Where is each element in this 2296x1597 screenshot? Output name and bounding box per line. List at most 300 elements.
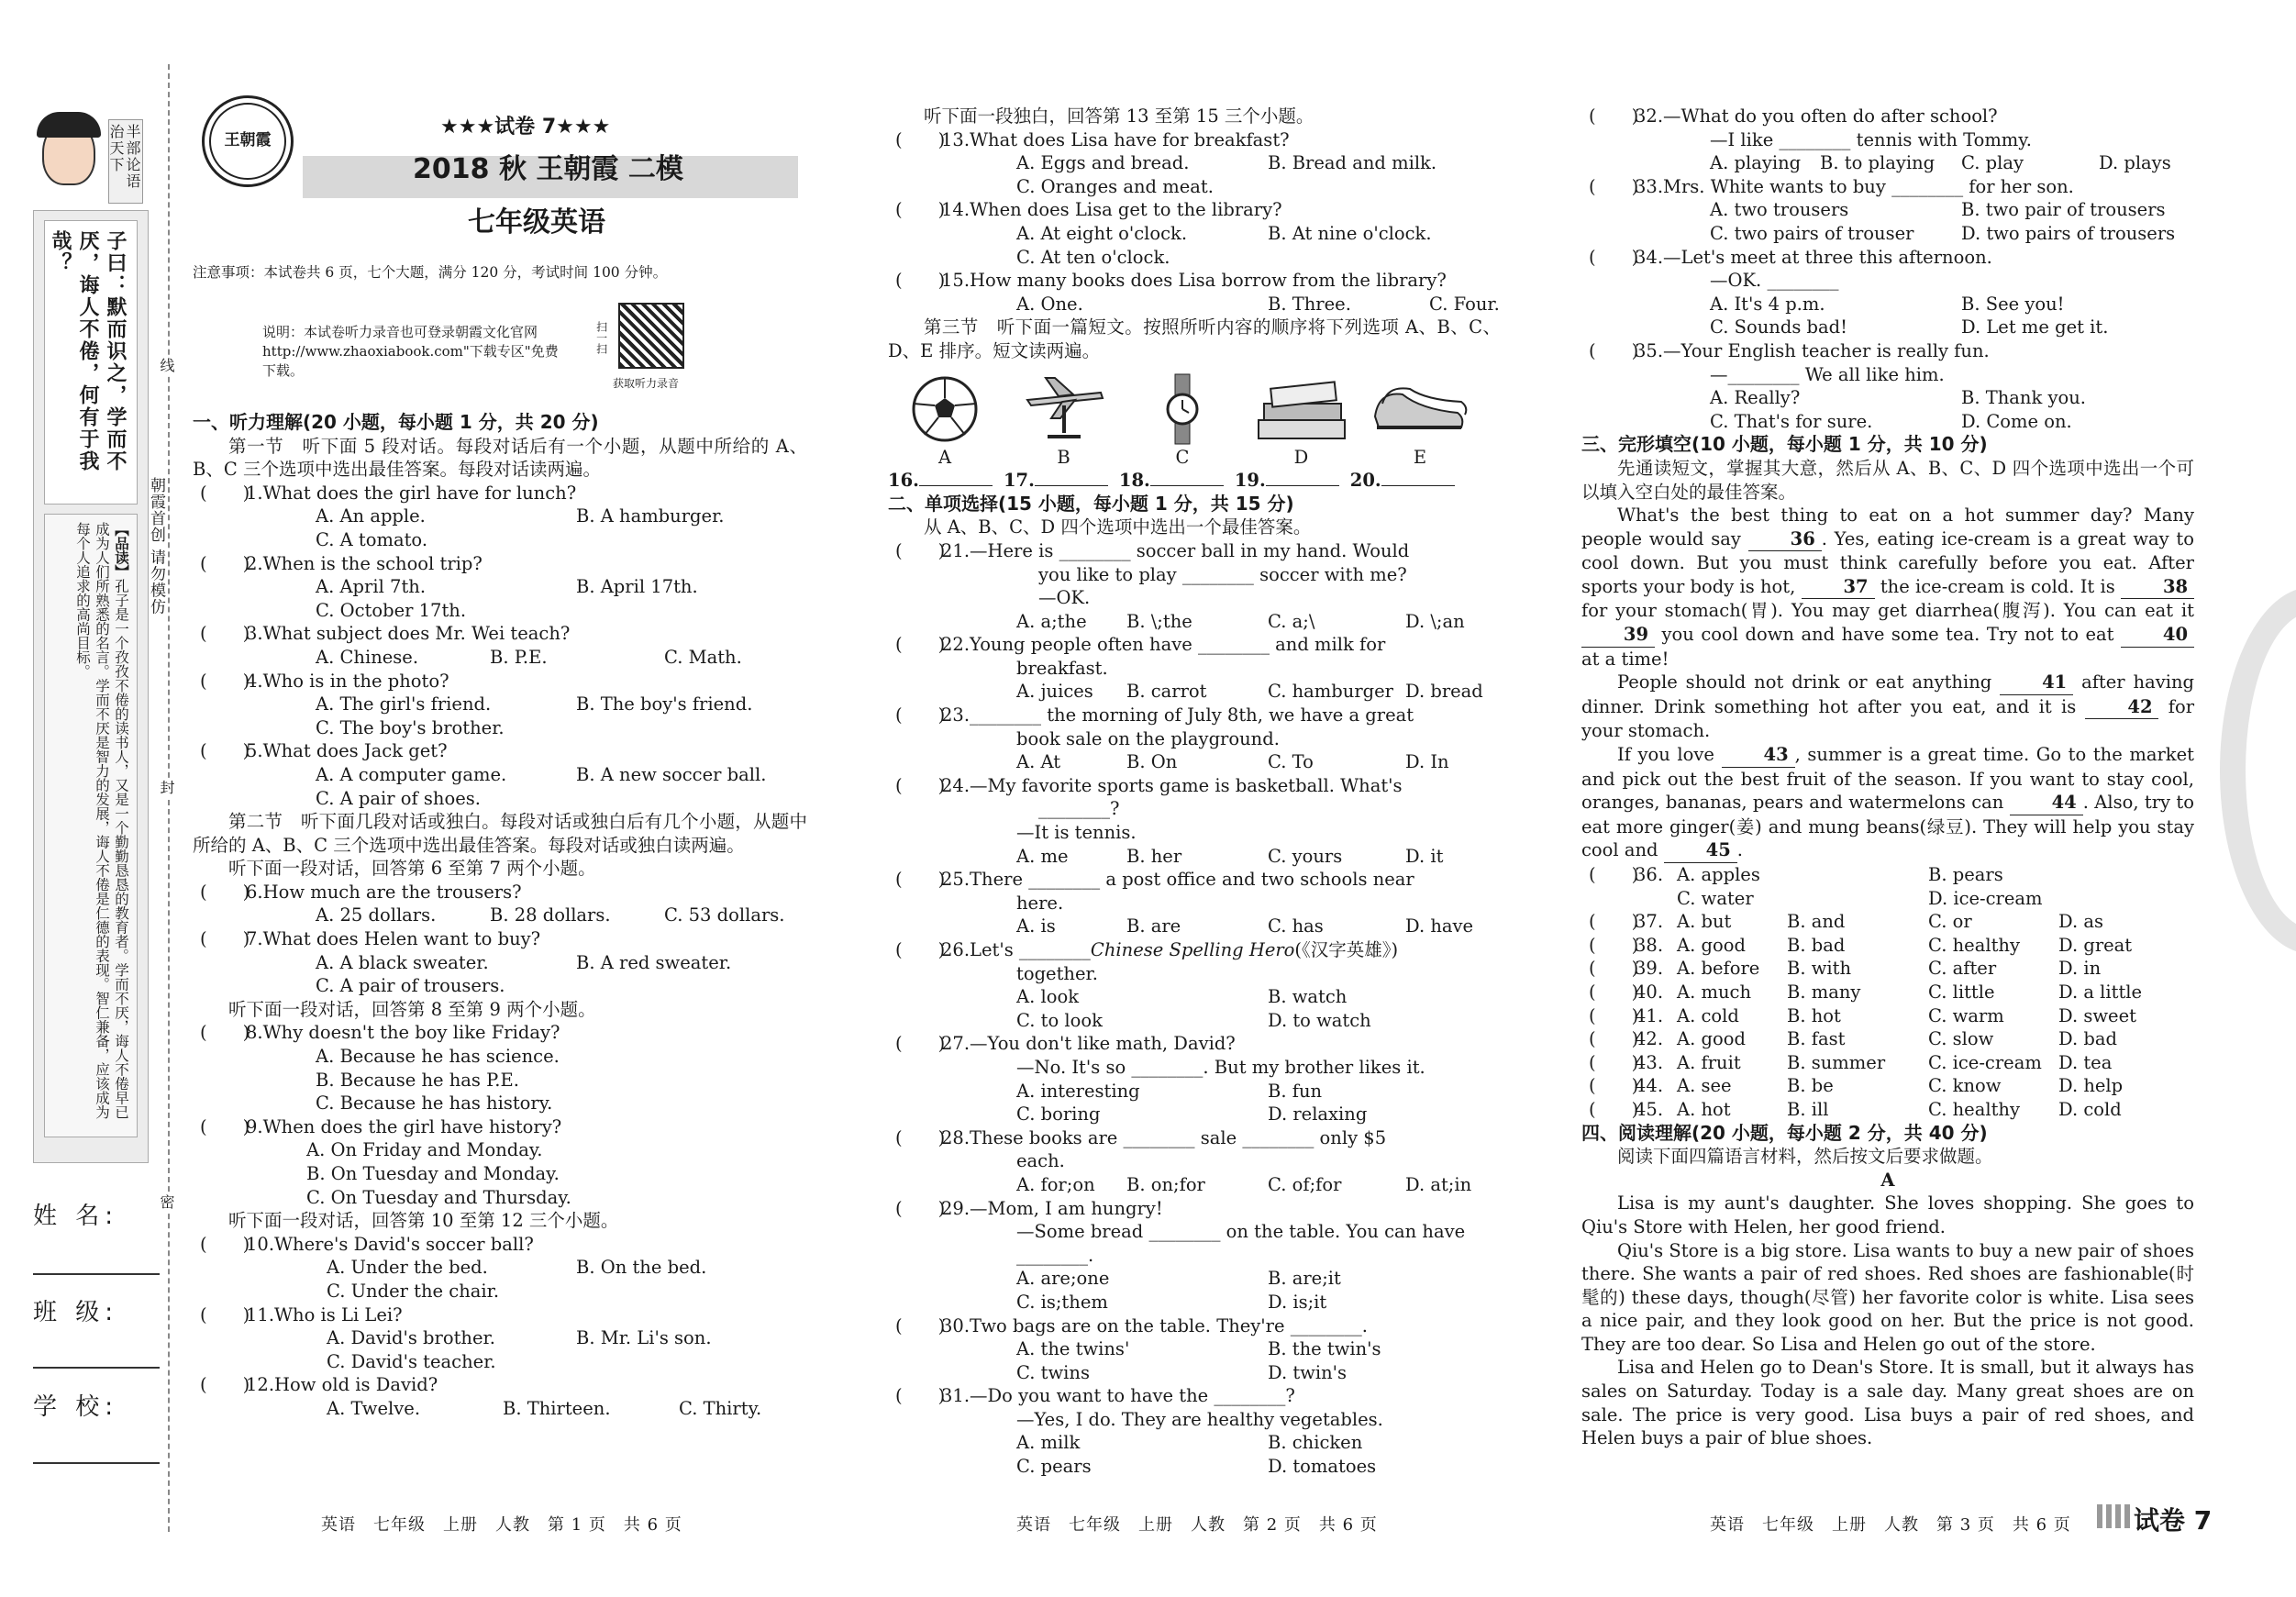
option-b[interactable]: B. \;the bbox=[1126, 610, 1192, 632]
option-a[interactable]: A. At eight o'clock. bbox=[1016, 222, 1188, 244]
section-3-intro: 先通读短文，掌握其大意，然后从 A、B、C、D 四个选项中选出一个可以填入空白处的最佳答案。 bbox=[1581, 457, 2194, 503]
option-a[interactable]: A. good bbox=[1677, 1028, 1746, 1050]
answer-slot[interactable]: ( ) bbox=[1589, 1004, 1639, 1026]
corner-pattern-icon bbox=[2097, 1504, 2134, 1528]
option-b[interactable]: B. A new soccer ball. bbox=[576, 763, 767, 785]
answer-slot[interactable]: ( ) bbox=[200, 928, 250, 950]
option-a[interactable]: A. One. bbox=[1016, 293, 1083, 315]
question-text: There ________ a post office and two schools near bbox=[970, 869, 1414, 891]
answer-slot[interactable]: ( ) bbox=[1589, 105, 1639, 127]
option-d[interactable]: D. plays bbox=[2099, 152, 2171, 174]
question-5 bbox=[193, 739, 807, 763]
option-a[interactable]: A. David's brother. bbox=[327, 1327, 495, 1349]
option-a[interactable]: A. It's 4 p.m. bbox=[1710, 293, 1825, 315]
option-c[interactable]: C. healthy bbox=[1928, 934, 2020, 956]
question-text: —OK. bbox=[1038, 587, 1091, 609]
answer-slot[interactable]: ( ) bbox=[1589, 958, 1639, 980]
option-a[interactable]: A. hot bbox=[1677, 1098, 1731, 1120]
picture-e bbox=[1369, 372, 1471, 470]
question-25 bbox=[888, 868, 1501, 892]
answer-slot[interactable]: ( ) bbox=[1589, 339, 1639, 361]
passage-label: A bbox=[1880, 1169, 1895, 1191]
question-number: 40. bbox=[1635, 981, 1664, 1003]
option-c[interactable]: C. A tomato. bbox=[316, 528, 428, 550]
option-c[interactable]: C. pears bbox=[1016, 1456, 1092, 1478]
option-a[interactable]: A. Under the bed. bbox=[327, 1257, 488, 1279]
question-text: Who is in the photo? bbox=[262, 670, 449, 692]
answer-slot[interactable]: ( ) bbox=[1589, 1098, 1639, 1120]
option-a[interactable]: A. good bbox=[1677, 934, 1746, 956]
option-b[interactable]: B. be bbox=[1787, 1075, 1834, 1097]
question-text: each. bbox=[1016, 1150, 1065, 1172]
dialogue-intro: 听下面一段对话，回答第 8 至第 9 两个小题。 bbox=[228, 998, 596, 1020]
option-d[interactable]: D. tea bbox=[2058, 1051, 2113, 1073]
question-number: 22. bbox=[941, 634, 971, 656]
answer-slot[interactable]: ( ) bbox=[200, 552, 250, 574]
option-a[interactable]: A. are;one bbox=[1016, 1268, 1110, 1290]
option-a[interactable]: A. fruit bbox=[1677, 1051, 1741, 1073]
option-d[interactable]: D. great bbox=[2058, 934, 2133, 956]
option-d[interactable]: D. ice-cream bbox=[1928, 887, 2043, 909]
option-b[interactable]: B. on;for bbox=[1126, 1173, 1205, 1195]
answer-slot[interactable]: ( ) bbox=[895, 1126, 946, 1148]
option-c[interactable]: C. David's teacher. bbox=[327, 1350, 496, 1372]
question-39 bbox=[1581, 957, 2194, 981]
option-d[interactable]: D. cold bbox=[2058, 1098, 2122, 1120]
option-a[interactable]: A. milk bbox=[1016, 1432, 1081, 1454]
option-a[interactable]: A. Eggs and bread. bbox=[1016, 152, 1190, 174]
answer-slot[interactable]: ( ) bbox=[895, 539, 946, 561]
cloze-blank-40[interactable]: 40 bbox=[2121, 623, 2194, 648]
option-c[interactable]: C. to look bbox=[1016, 1009, 1103, 1031]
question-number: 6. bbox=[246, 881, 263, 903]
question-10 bbox=[193, 1233, 807, 1257]
passage-paragraph: Qiu's Store is a big store. Lisa wants to buy a new pair of shoes there. She wants a pair of red shoes. Red shoes are fashionable(时髦的) these days, though(尽管) her favorite color is white. Lisa sees a nice pair, and they look good on her. But the price is not good. They are too dear. So Lisa and Helen go out of the store. bbox=[1581, 1239, 2194, 1355]
dialogue-intro: 听下面一段对话，回答第 10 至第 12 三个小题。 bbox=[228, 1210, 619, 1232]
option-d[interactable]: D. a little bbox=[2058, 981, 2143, 1003]
cloze-blank-43[interactable]: 43 bbox=[1722, 743, 1795, 768]
subject-title: 七年级英语 bbox=[468, 206, 605, 238]
option-d[interactable]: D. \;an bbox=[1405, 610, 1465, 632]
question-37 bbox=[1581, 910, 2194, 934]
answer-slot[interactable]: ( ) bbox=[200, 1374, 250, 1396]
option-b[interactable]: B. A hamburger. bbox=[576, 505, 725, 527]
option-b[interactable]: B. many bbox=[1787, 981, 1861, 1003]
option-d[interactable]: D. tomatoes bbox=[1268, 1456, 1377, 1478]
question-number: 33. bbox=[1635, 175, 1664, 197]
option-b[interactable]: B. Three. bbox=[1268, 293, 1351, 315]
question-26 bbox=[888, 938, 1501, 962]
answer-slot[interactable]: ( ) bbox=[1589, 981, 1639, 1003]
option-c[interactable]: C. Because he has history. bbox=[316, 1092, 553, 1115]
question-text: —Your English teacher is really fun. bbox=[1663, 339, 1990, 361]
answer-slot[interactable]: ( ) bbox=[200, 740, 250, 762]
cloze-blank-37[interactable]: 37 bbox=[1802, 575, 1875, 600]
option-b[interactable]: B. chicken bbox=[1268, 1432, 1363, 1454]
question-number: 39. bbox=[1635, 958, 1664, 980]
question-number: 7. bbox=[246, 928, 263, 950]
answer-slot[interactable]: ( ) bbox=[1589, 1075, 1639, 1097]
class-line[interactable] bbox=[33, 1367, 160, 1369]
cloze-blank-42[interactable]: 42 bbox=[2085, 695, 2158, 720]
option-c[interactable]: C. hamburger bbox=[1268, 681, 1394, 703]
option-b[interactable]: B. Bread and milk. bbox=[1268, 152, 1437, 174]
blank-20: 20. bbox=[1350, 469, 1455, 493]
option-b[interactable]: B. hot bbox=[1787, 1004, 1841, 1026]
question-title-italic: Chinese Spelling Hero bbox=[1090, 939, 1295, 960]
question-number: 43. bbox=[1635, 1051, 1664, 1073]
option-a[interactable]: A. look bbox=[1016, 986, 1080, 1008]
qr-code-icon[interactable] bbox=[618, 303, 684, 369]
option-d[interactable]: D. bad bbox=[2058, 1028, 2117, 1050]
answer-slot[interactable]: ( ) bbox=[200, 1303, 250, 1325]
option-a[interactable]: A. apples bbox=[1677, 864, 1760, 885]
sneakers-icon bbox=[1370, 372, 1470, 446]
option-b[interactable]: B. April 17th. bbox=[576, 576, 698, 598]
answer-slot[interactable]: ( ) bbox=[895, 634, 946, 656]
page-3 bbox=[1581, 0, 2194, 1597]
answer-slot[interactable]: ( ) bbox=[200, 1022, 250, 1044]
option-a[interactable]: A. 25 dollars. bbox=[316, 904, 437, 926]
answer-slot[interactable]: ( ) bbox=[895, 774, 946, 796]
option-b[interactable]: B. On bbox=[1126, 751, 1178, 773]
recording-note: 说明：本试卷听力录音也可登录朝霞文化官网 http://www.zhaoxiabook.com"下载专区"免费下载。 bbox=[262, 324, 559, 379]
question-number: 38. bbox=[1635, 934, 1664, 956]
question-text: Young people often have ________ and milk for bbox=[970, 634, 1386, 656]
option-b[interactable]: B. See you! bbox=[1961, 293, 2065, 315]
answer-slot[interactable]: ( ) bbox=[895, 704, 946, 726]
option-c[interactable]: C. a;\ bbox=[1268, 610, 1315, 632]
answer-slot[interactable]: ( ) bbox=[1589, 1051, 1639, 1073]
question-text: (《汉字英雄》) bbox=[1294, 939, 1399, 960]
picture-a bbox=[893, 372, 996, 470]
question-number: 31. bbox=[941, 1385, 971, 1407]
cloze-blank-39[interactable]: 39 bbox=[1581, 623, 1655, 648]
passage-paragraph: Lisa is my aunt's daughter. She loves shopping. She goes to Qiu's Store with Helen, her good friend. bbox=[1581, 1192, 2194, 1237]
option-c[interactable]: C. water bbox=[1677, 887, 1754, 909]
option-b[interactable]: B. fast bbox=[1787, 1028, 1846, 1050]
option-b[interactable]: B. and bbox=[1787, 911, 1846, 933]
option-c[interactable]: C. yours bbox=[1268, 845, 1343, 867]
option-d[interactable]: D. In bbox=[1405, 751, 1449, 773]
question-38 bbox=[1581, 934, 2194, 958]
answer-slot[interactable]: ( ) bbox=[895, 869, 946, 891]
option-c[interactable]: C. Under the chair. bbox=[327, 1280, 500, 1302]
option-c[interactable]: C. To bbox=[1268, 751, 1314, 773]
answer-slot[interactable]: ( ) bbox=[895, 270, 946, 292]
question-text: When is the school trip? bbox=[262, 552, 482, 574]
option-d[interactable]: D. at;in bbox=[1405, 1173, 1472, 1195]
option-a[interactable]: A. for;on bbox=[1016, 1173, 1095, 1195]
option-b[interactable]: B. On Tuesday and Monday. bbox=[306, 1163, 560, 1184]
option-a[interactable]: A. Really? bbox=[1710, 387, 1801, 409]
option-a[interactable]: A. A black sweater. bbox=[316, 951, 489, 973]
option-a[interactable]: A. Because he has science. bbox=[316, 1046, 560, 1068]
option-b[interactable]: B. the twin's bbox=[1268, 1338, 1381, 1360]
answer-slot[interactable]: ( ) bbox=[1589, 246, 1639, 268]
option-b[interactable]: B. The boy's friend. bbox=[576, 693, 753, 715]
option-c[interactable]: C. play bbox=[1961, 152, 2024, 174]
question-6 bbox=[193, 881, 807, 904]
option-a[interactable]: A. is bbox=[1016, 915, 1056, 937]
question-text: What subject does Mr. Wei teach? bbox=[262, 623, 571, 645]
option-d[interactable]: D. Come on. bbox=[1961, 410, 2072, 432]
question-4 bbox=[193, 670, 807, 693]
answer-slot[interactable]: ( ) bbox=[895, 128, 946, 150]
option-a[interactable]: A. cold bbox=[1677, 1004, 1739, 1026]
logo-icon bbox=[202, 95, 294, 187]
question-text: What does Lisa have for breakfast? bbox=[970, 128, 1290, 150]
option-b[interactable]: B. watch bbox=[1268, 986, 1348, 1008]
question-text: ________. bbox=[1016, 1244, 1094, 1266]
cloze-blank-38[interactable]: 38 bbox=[2121, 575, 2194, 600]
question-text: —You don't like math, David? bbox=[970, 1033, 1236, 1055]
option-b[interactable]: B. bad bbox=[1787, 934, 1846, 956]
option-d[interactable]: D. is;it bbox=[1268, 1291, 1327, 1313]
blank-19: 19. bbox=[1235, 469, 1339, 493]
option-d[interactable]: D. Let me get it. bbox=[1961, 316, 2109, 338]
option-a[interactable]: A. before bbox=[1677, 958, 1760, 980]
question-text: How much are the trousers? bbox=[262, 881, 522, 903]
school-line[interactable] bbox=[33, 1462, 160, 1464]
option-a[interactable]: A. Twelve. bbox=[327, 1397, 421, 1419]
mascot-banner: 半部论语治天下 bbox=[108, 119, 143, 204]
cloze-blank-44[interactable]: 44 bbox=[2010, 791, 2083, 815]
option-c[interactable]: C. Math. bbox=[664, 646, 742, 668]
option-d[interactable]: D. sweet bbox=[2058, 1004, 2136, 1026]
answer-slot[interactable]: ( ) bbox=[1589, 175, 1639, 197]
option-b[interactable]: B. Thank you. bbox=[1961, 387, 2087, 409]
option-d[interactable]: D. twin's bbox=[1268, 1361, 1348, 1383]
option-b[interactable]: B. P.E. bbox=[490, 646, 548, 668]
option-c[interactable]: C. A pair of shoes. bbox=[316, 787, 481, 809]
option-c[interactable]: C. boring bbox=[1016, 1103, 1101, 1126]
books-icon bbox=[1251, 372, 1352, 446]
option-d[interactable]: D. have bbox=[1405, 915, 1474, 937]
option-c[interactable]: C. is;them bbox=[1016, 1291, 1108, 1313]
cloze-paragraph-3: If you love 43 , summer is a great time. Go to the market and pick out the best fruit of the season. If you want to stay cool, oranges, bananas, pears and watermelons can 44 . Also, try to eat more ginger(姜) and mung beans(绿豆). They will help you stay cool and 45 . bbox=[1581, 743, 2194, 863]
option-c[interactable]: C. twins bbox=[1016, 1361, 1090, 1383]
option-d[interactable]: D. it bbox=[1405, 845, 1444, 867]
option-b[interactable]: B. are bbox=[1126, 915, 1181, 937]
option-b[interactable]: B. Mr. Li's son. bbox=[576, 1327, 712, 1349]
name-line[interactable] bbox=[33, 1273, 160, 1275]
option-b[interactable]: B. to playing bbox=[1820, 152, 1936, 174]
option-c[interactable]: C. On Tuesday and Thursday. bbox=[306, 1186, 571, 1208]
question-11 bbox=[193, 1303, 807, 1327]
question-text: —OK. ________ bbox=[1710, 270, 1839, 292]
option-c[interactable]: C. of;for bbox=[1268, 1173, 1342, 1195]
question-text: ________? bbox=[1038, 798, 1120, 820]
answer-slot[interactable]: ( ) bbox=[1589, 911, 1639, 933]
question-number: 34. bbox=[1635, 246, 1664, 268]
question-text: —What do you often do after school? bbox=[1663, 105, 1998, 127]
picture-d bbox=[1250, 372, 1353, 470]
option-c[interactable]: C. two pairs of trouser bbox=[1710, 222, 1914, 244]
option-c[interactable]: C. warm bbox=[1928, 1004, 2004, 1026]
option-a[interactable]: A. At bbox=[1016, 751, 1061, 773]
option-a[interactable]: A. me bbox=[1016, 845, 1069, 867]
option-a[interactable]: A. Chinese. bbox=[316, 646, 419, 668]
question-29 bbox=[888, 1197, 1501, 1221]
option-b[interactable]: B. carrot bbox=[1126, 681, 1207, 703]
option-a[interactable]: A. playing bbox=[1710, 152, 1802, 174]
question-number: 29. bbox=[941, 1197, 971, 1219]
option-b[interactable]: B. two pair of trousers bbox=[1961, 199, 2166, 221]
option-b[interactable]: B. are;it bbox=[1268, 1268, 1341, 1290]
option-c[interactable]: C. At ten o'clock. bbox=[1016, 246, 1170, 268]
cloze-blank-45[interactable]: 45 bbox=[1664, 838, 1737, 863]
answer-slot[interactable]: ( ) bbox=[895, 939, 946, 960]
option-d[interactable]: D. as bbox=[2058, 911, 2103, 933]
option-c[interactable]: C. The boy's brother. bbox=[316, 716, 505, 738]
option-c[interactable]: C. healthy bbox=[1928, 1098, 2020, 1120]
option-a[interactable]: A. interesting bbox=[1016, 1080, 1140, 1102]
question-number: 26. bbox=[941, 939, 971, 960]
question-text: —I like ________ tennis with Tommy. bbox=[1710, 128, 2032, 150]
option-a[interactable]: A. a;the bbox=[1016, 610, 1087, 632]
option-c[interactable]: C. October 17th. bbox=[316, 599, 467, 621]
option-c[interactable]: C. or bbox=[1928, 911, 1972, 933]
part3-intro: 第三节 听下面一篇短文。按照所听内容的顺序将下列选项 A、B、C、D、E 排序。短文读两遍。 bbox=[888, 316, 1501, 361]
option-b[interactable]: B. summer bbox=[1787, 1051, 1886, 1073]
option-a[interactable]: A. two trousers bbox=[1710, 199, 1849, 221]
question-text: —________ We all like him. bbox=[1710, 363, 1945, 385]
option-a[interactable]: A. juices bbox=[1016, 681, 1093, 703]
binding-sidebar bbox=[0, 0, 175, 1597]
part1-intro: 第一节 听下面 5 段对话。每段对话后有一个小题，从题中所给的 A、B、C 三个选项中选出最佳答案。每段对话读两遍。 bbox=[193, 435, 807, 481]
question-number: 42. bbox=[1635, 1028, 1664, 1050]
cloze-blank-41[interactable]: 41 bbox=[2000, 671, 2073, 695]
option-c[interactable]: C. 53 dollars. bbox=[664, 904, 785, 926]
answer-slot[interactable]: ( ) bbox=[200, 1233, 250, 1255]
option-b[interactable]: B. pears bbox=[1928, 864, 2003, 885]
option-c[interactable]: C. Thirty. bbox=[679, 1397, 762, 1419]
question-number: 13. bbox=[941, 128, 971, 150]
option-d[interactable]: D. help bbox=[2058, 1075, 2124, 1097]
picture-label: E bbox=[1413, 446, 1427, 468]
option-a[interactable]: A. see bbox=[1677, 1075, 1732, 1097]
answer-slot[interactable]: ( ) bbox=[895, 1197, 946, 1219]
question-number: 30. bbox=[941, 1314, 971, 1336]
answer-slot[interactable]: ( ) bbox=[200, 1115, 250, 1137]
option-c[interactable]: C. Sounds bad! bbox=[1710, 316, 1847, 338]
option-a[interactable]: A. An apple. bbox=[316, 505, 426, 527]
option-d[interactable]: D. relaxing bbox=[1268, 1103, 1368, 1126]
question-text: These books are ________ sale ________ only $5 bbox=[970, 1126, 1387, 1148]
option-b[interactable]: B. On the bed. bbox=[576, 1257, 707, 1279]
option-b[interactable]: B. Because he has P.E. bbox=[316, 1069, 519, 1091]
question-number: 21. bbox=[941, 539, 971, 561]
option-b[interactable]: B. her bbox=[1126, 845, 1182, 867]
option-c[interactable]: C. after bbox=[1928, 958, 1997, 980]
blank-16: 16. bbox=[888, 469, 993, 493]
option-b[interactable]: B. At nine o'clock. bbox=[1268, 222, 1432, 244]
option-c[interactable]: C. know bbox=[1928, 1075, 2002, 1097]
question-12 bbox=[193, 1373, 807, 1397]
page2-block bbox=[888, 105, 1501, 1479]
question-number: 14. bbox=[941, 199, 971, 221]
option-a[interactable]: A. but bbox=[1677, 911, 1732, 933]
notice: 注意事项：本试卷共 6 页，七个大题，满分 120 分，考试时间 100 分钟。 bbox=[193, 264, 668, 281]
answer-slot[interactable]: ( ) bbox=[895, 1385, 946, 1407]
option-c[interactable]: C. little bbox=[1928, 981, 1995, 1003]
option-c[interactable]: C. That's for sure. bbox=[1710, 410, 1873, 432]
option-c[interactable]: C. A pair of trousers. bbox=[316, 975, 505, 997]
option-a[interactable]: A. April 7th. bbox=[316, 576, 427, 598]
question-1 bbox=[193, 482, 807, 505]
option-d[interactable]: D. in bbox=[2058, 958, 2102, 980]
question-33 bbox=[1581, 175, 2194, 199]
picture-c bbox=[1131, 372, 1234, 470]
option-b[interactable]: B. Thirteen. bbox=[503, 1397, 611, 1419]
option-a[interactable]: A. the twins' bbox=[1016, 1338, 1130, 1360]
blank-17: 17. bbox=[1004, 469, 1108, 493]
option-c[interactable]: C. has bbox=[1268, 915, 1324, 937]
option-c[interactable]: C. Four. bbox=[1429, 293, 1500, 315]
answer-slot[interactable]: ( ) bbox=[200, 623, 250, 645]
question-28 bbox=[888, 1126, 1501, 1150]
answer-slot[interactable]: ( ) bbox=[1589, 1028, 1639, 1050]
cloze-blank-36[interactable]: 36 bbox=[1748, 527, 1822, 552]
option-b[interactable]: B. ill bbox=[1787, 1098, 1829, 1120]
option-b[interactable]: B. with bbox=[1787, 958, 1852, 980]
option-c[interactable]: C. ice-cream bbox=[1928, 1051, 2042, 1073]
option-a[interactable]: A. The girl's friend. bbox=[316, 693, 492, 715]
answer-slot[interactable]: ( ) bbox=[200, 670, 250, 692]
option-a[interactable]: A. On Friday and Monday. bbox=[306, 1139, 543, 1161]
question-44 bbox=[1581, 1074, 2194, 1098]
answer-slot[interactable]: ( ) bbox=[200, 482, 250, 504]
answer-slot[interactable]: ( ) bbox=[1589, 934, 1639, 956]
answer-slot[interactable]: ( ) bbox=[895, 1033, 946, 1055]
answer-slot[interactable]: ( ) bbox=[895, 199, 946, 221]
question-text: you like to play ________ soccer with me? bbox=[1038, 563, 1407, 585]
page3-block bbox=[1581, 105, 2194, 1450]
pindu-text: 孔子是一个孜孜不倦的读书人，又是一个勤勤恳恳的教育者。学而不厌，诲人不倦早已成为人们所熟悉的名言。学而不厌是智力的发展，诲人不倦是仁德的表现。智仁兼备，应该成为每个人追求的高尚目标。 bbox=[74, 522, 129, 1119]
option-a[interactable]: A. A computer game. bbox=[316, 763, 507, 785]
option-d[interactable]: D. two pairs of trousers bbox=[1961, 222, 2176, 244]
option-c[interactable]: C. Oranges and meat. bbox=[1016, 175, 1214, 197]
question-text: breakfast. bbox=[1016, 657, 1108, 679]
option-b[interactable]: B. A red sweater. bbox=[576, 951, 732, 973]
answer-slot[interactable]: ( ) bbox=[200, 881, 250, 903]
question-34 bbox=[1581, 246, 2194, 270]
question-text: —Let's meet at three this afternoon. bbox=[1663, 246, 1992, 268]
soccer-ball-icon bbox=[908, 372, 982, 446]
question-text: —Do you want to have the ________? bbox=[970, 1385, 1295, 1407]
question-42 bbox=[1581, 1027, 2194, 1051]
option-c[interactable]: C. slow bbox=[1928, 1028, 1994, 1050]
question-8 bbox=[193, 1021, 807, 1045]
option-d[interactable]: D. to watch bbox=[1268, 1009, 1371, 1031]
question-30 bbox=[888, 1314, 1501, 1338]
section-4-title: 四、阅读理解(20 小题，每小题 2 分，共 40 分) bbox=[1581, 1121, 1988, 1144]
listening-block bbox=[193, 411, 807, 1421]
seal-char: 封 bbox=[158, 780, 175, 794]
question-text: What does the girl have for lunch? bbox=[262, 482, 577, 504]
question-number: 10. bbox=[246, 1233, 275, 1255]
question-number: 45. bbox=[1635, 1098, 1664, 1120]
answer-slot[interactable]: ( ) bbox=[1589, 864, 1639, 885]
option-b[interactable]: B. 28 dollars. bbox=[490, 904, 611, 926]
question-text: together. bbox=[1016, 962, 1098, 984]
option-d[interactable]: D. bread bbox=[1405, 681, 1483, 703]
option-b[interactable]: B. fun bbox=[1268, 1080, 1323, 1102]
answer-slot[interactable]: ( ) bbox=[895, 1314, 946, 1336]
option-a[interactable]: A. much bbox=[1677, 981, 1752, 1003]
question-21 bbox=[888, 539, 1501, 563]
